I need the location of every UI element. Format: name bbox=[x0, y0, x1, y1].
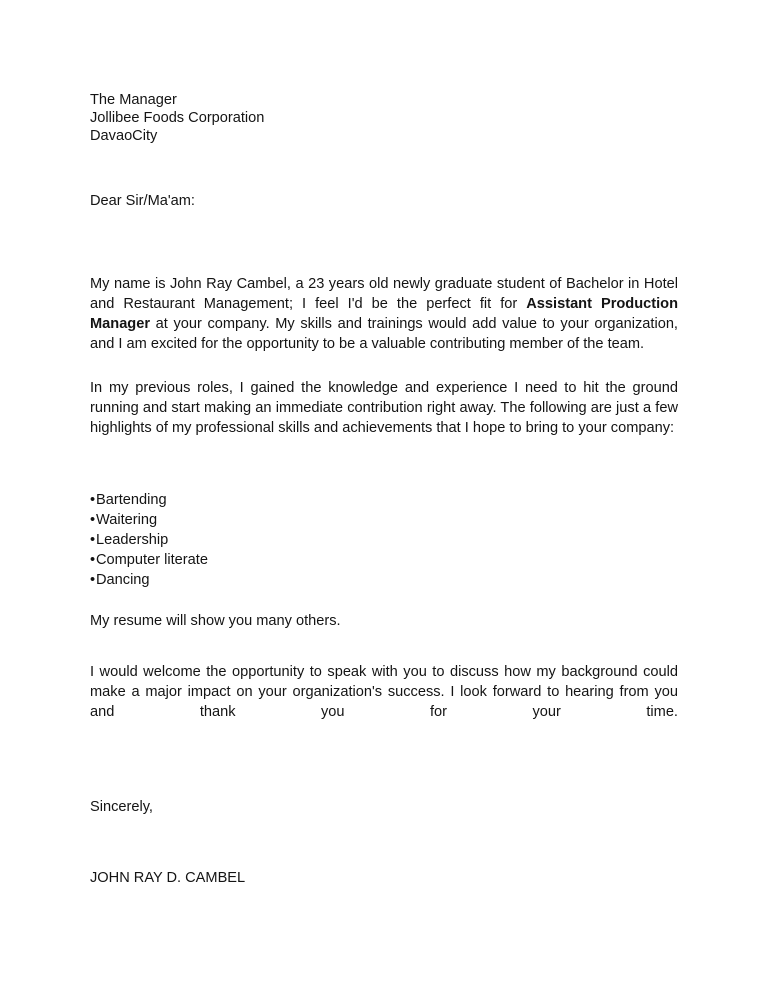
bullet-icon: • bbox=[90, 512, 96, 528]
bullet-icon: • bbox=[90, 572, 96, 588]
bullet-icon: • bbox=[90, 552, 96, 568]
intro-paragraph bbox=[90, 274, 678, 354]
closing-paragraph: I would welcome the opportunity to speak with you to discuss how my background could make a major impact on your organization's success. I look forward to hearing from you and thank you for your time. bbox=[90, 664, 678, 720]
bullet-icon: • bbox=[90, 532, 96, 548]
signoff: Sincerely, bbox=[90, 799, 153, 815]
intro-text-continued: at your company. My skills and trainings would add value to your organization, and I am excited for the opportunity to be a valuable contributing member of the team. bbox=[90, 316, 678, 352]
skill-item: •Leadership bbox=[90, 532, 169, 548]
experience-paragraph: In my previous roles, I gained the knowledge and experience I need to hit the ground running and start making an immediate contribution right away. The following are just a few highlights of my professional skills and achievements that I hope to bring to your company: bbox=[90, 380, 678, 436]
recipient-address bbox=[90, 90, 678, 146]
signature-name: JOHN RAY D. CAMBEL bbox=[90, 870, 246, 886]
recipient-company: Jollibee Foods Corporation bbox=[90, 110, 265, 126]
position-title: Assistant Production Manager bbox=[90, 296, 678, 332]
intro-text: My name is John Ray Cambel, a 23 years old newly graduate student of Bachelor in Hotel and Restaurant Management; I feel I'd be the perfect fit for bbox=[90, 276, 678, 312]
recipient-city: DavaoCity bbox=[90, 128, 158, 144]
skill-item: •Bartending bbox=[90, 492, 167, 508]
skill-item: •Computer literate bbox=[90, 552, 208, 568]
skills-list bbox=[90, 490, 678, 590]
resume-note: My resume will show you many others. bbox=[90, 613, 341, 629]
recipient-title: The Manager bbox=[90, 92, 177, 108]
bullet-icon: • bbox=[90, 492, 96, 508]
skill-item: •Dancing bbox=[90, 572, 150, 588]
skill-item: •Waitering bbox=[90, 512, 158, 528]
salutation: Dear Sir/Ma'am: bbox=[90, 193, 195, 209]
